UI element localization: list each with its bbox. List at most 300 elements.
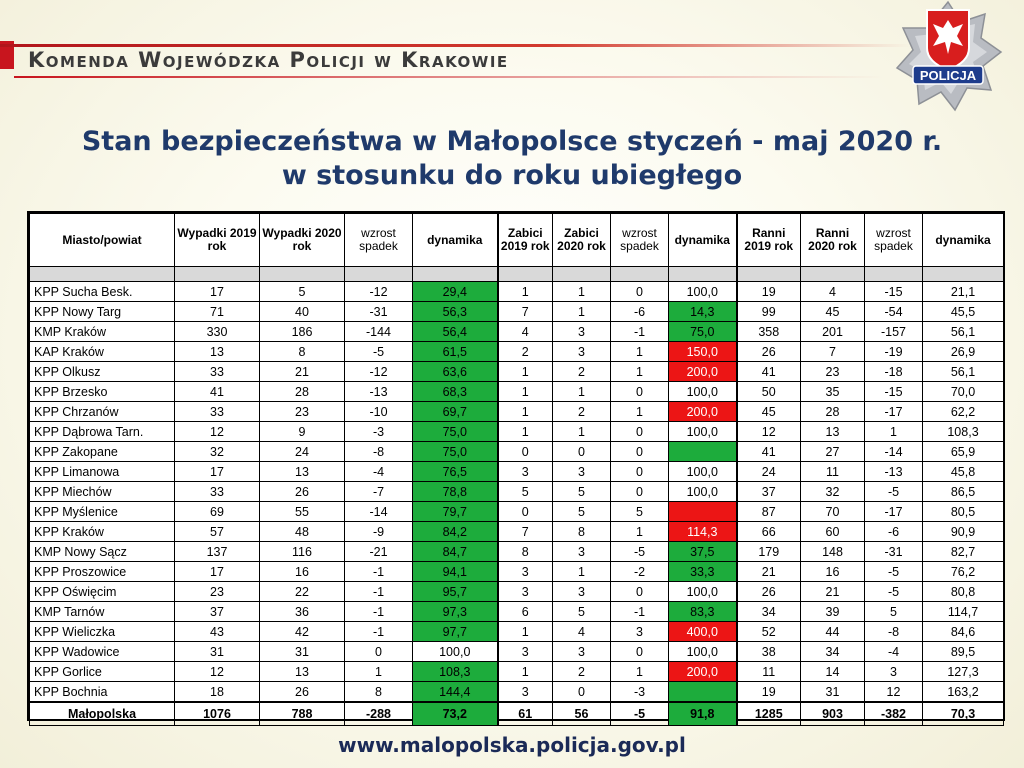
value-cell: 4 [553, 622, 611, 642]
value-cell: 3 [553, 342, 611, 362]
city-cell: KPP Dąbrowa Tarn. [30, 422, 175, 442]
value-cell [669, 502, 737, 522]
value-cell: -12 [345, 362, 413, 382]
total-cell: 61 [498, 702, 553, 726]
value-cell: 108,3 [413, 662, 498, 682]
value-cell: 3 [611, 622, 669, 642]
value-cell: 37 [175, 602, 260, 622]
value-cell: 41 [737, 362, 801, 382]
value-cell: 16 [260, 562, 345, 582]
value-cell: 75,0 [669, 322, 737, 342]
value-cell: 26 [260, 682, 345, 703]
table-row [30, 302, 1004, 322]
value-cell: 55 [260, 502, 345, 522]
table-body [30, 282, 1004, 703]
value-cell: -1 [611, 322, 669, 342]
value-cell: 144,4 [413, 682, 498, 703]
value-cell: 100,0 [669, 582, 737, 602]
header-ranni-change: wzrost spadek [865, 214, 923, 267]
value-cell: 70 [801, 502, 865, 522]
value-cell: 97,3 [413, 602, 498, 622]
value-cell: 11 [737, 662, 801, 682]
value-cell: 8 [345, 682, 413, 703]
value-cell: 163,2 [923, 682, 1004, 703]
value-cell: 22 [260, 582, 345, 602]
value-cell: 44 [801, 622, 865, 642]
value-cell: 89,5 [923, 642, 1004, 662]
value-cell: 31 [260, 642, 345, 662]
value-cell: -5 [865, 562, 923, 582]
value-cell: 5 [260, 282, 345, 302]
value-cell: 56,1 [923, 322, 1004, 342]
value-cell: 19 [737, 682, 801, 703]
value-cell: 37 [737, 482, 801, 502]
value-cell: -1 [345, 622, 413, 642]
value-cell: 90,9 [923, 522, 1004, 542]
value-cell: 34 [737, 602, 801, 622]
value-cell: 62,2 [923, 402, 1004, 422]
value-cell: 3 [553, 322, 611, 342]
value-cell: -1 [611, 602, 669, 622]
table-row [30, 582, 1004, 602]
value-cell: 0 [553, 682, 611, 703]
value-cell: 99 [737, 302, 801, 322]
value-cell: 14 [801, 662, 865, 682]
page-title [0, 125, 1024, 193]
value-cell: 100,0 [669, 462, 737, 482]
value-cell: 70,0 [923, 382, 1004, 402]
organization-name: Komenda Wojewódzka Policji w Krakowie [28, 48, 509, 72]
value-cell: -4 [865, 642, 923, 662]
value-cell: 23 [175, 582, 260, 602]
value-cell: 5 [611, 502, 669, 522]
value-cell: 12 [175, 662, 260, 682]
city-cell: KPP Olkusz [30, 362, 175, 382]
value-cell: 75,0 [413, 442, 498, 462]
value-cell: -17 [865, 402, 923, 422]
logo-text: POLICJA [919, 68, 977, 83]
value-cell: -6 [611, 302, 669, 322]
table-row [30, 342, 1004, 362]
value-cell: 12 [737, 422, 801, 442]
value-cell: -9 [345, 522, 413, 542]
value-cell: 33 [175, 362, 260, 382]
value-cell: 108,3 [923, 422, 1004, 442]
value-cell: 26 [737, 582, 801, 602]
value-cell: 0 [498, 502, 553, 522]
value-cell: 1 [553, 302, 611, 322]
value-cell: 24 [260, 442, 345, 462]
value-cell: 23 [801, 362, 865, 382]
header-ranni-dynamics: dynamika [923, 214, 1004, 267]
value-cell: 0 [611, 382, 669, 402]
value-cell: 0 [611, 442, 669, 462]
value-cell: 3 [553, 642, 611, 662]
value-cell: 1 [498, 662, 553, 682]
city-cell: KPP Zakopane [30, 442, 175, 462]
value-cell: 2 [553, 362, 611, 382]
value-cell: 3 [498, 582, 553, 602]
value-cell: 33 [175, 402, 260, 422]
value-cell: 137 [175, 542, 260, 562]
value-cell: 56,3 [413, 302, 498, 322]
value-cell: 26 [737, 342, 801, 362]
header-zabici-dynamics: dynamika [669, 214, 737, 267]
value-cell: -14 [865, 442, 923, 462]
value-cell: 39 [801, 602, 865, 622]
value-cell: 330 [175, 322, 260, 342]
value-cell: 6 [498, 602, 553, 622]
value-cell: 1 [611, 522, 669, 542]
header-zabici-2020: Zabici 2020 rok [553, 214, 611, 267]
value-cell: -17 [865, 502, 923, 522]
value-cell: 18 [175, 682, 260, 703]
value-cell: -4 [345, 462, 413, 482]
value-cell: 201 [801, 322, 865, 342]
value-cell: 42 [260, 622, 345, 642]
value-cell: 43 [175, 622, 260, 642]
value-cell: 21 [801, 582, 865, 602]
value-cell: 4 [498, 322, 553, 342]
value-cell: 32 [801, 482, 865, 502]
value-cell: 100,0 [669, 482, 737, 502]
total-cell: -288 [345, 702, 413, 726]
table-row [30, 442, 1004, 462]
value-cell: 24 [737, 462, 801, 482]
value-cell: 0 [553, 442, 611, 462]
value-cell: 69,7 [413, 402, 498, 422]
header-city: Miasto/powiat [30, 214, 175, 267]
value-cell: 13 [801, 422, 865, 442]
city-cell: KPP Oświęcim [30, 582, 175, 602]
value-cell: 17 [175, 462, 260, 482]
value-cell: 5 [498, 482, 553, 502]
value-cell: -31 [345, 302, 413, 322]
table-header-row [30, 214, 1004, 267]
value-cell: 69 [175, 502, 260, 522]
city-cell: KPP Wieliczka [30, 622, 175, 642]
table-row [30, 642, 1004, 662]
value-cell: 45 [737, 402, 801, 422]
value-cell: 1 [611, 342, 669, 362]
value-cell: 0 [611, 582, 669, 602]
value-cell: -3 [345, 422, 413, 442]
value-cell: 1 [498, 382, 553, 402]
value-cell: 17 [175, 562, 260, 582]
value-cell: 1 [553, 422, 611, 442]
total-cell: -5 [611, 702, 669, 726]
value-cell: -5 [865, 582, 923, 602]
value-cell: 12 [865, 682, 923, 703]
value-cell: 3 [498, 462, 553, 482]
value-cell: 23 [260, 402, 345, 422]
value-cell: -8 [345, 442, 413, 462]
value-cell: 75,0 [413, 422, 498, 442]
city-cell: KMP Kraków [30, 322, 175, 342]
value-cell: 5 [553, 482, 611, 502]
city-cell: KPP Miechów [30, 482, 175, 502]
city-cell: KPP Chrzanów [30, 402, 175, 422]
value-cell: 84,2 [413, 522, 498, 542]
value-cell: 12 [175, 422, 260, 442]
value-cell: 3 [553, 582, 611, 602]
value-cell: -8 [865, 622, 923, 642]
value-cell: 45,8 [923, 462, 1004, 482]
value-cell: 37,5 [669, 542, 737, 562]
city-cell: KPP Proszowice [30, 562, 175, 582]
total-cell: 56 [553, 702, 611, 726]
city-cell: KPP Wadowice [30, 642, 175, 662]
value-cell: 2 [553, 402, 611, 422]
value-cell: 28 [801, 402, 865, 422]
value-cell: 32 [175, 442, 260, 462]
value-cell: -19 [865, 342, 923, 362]
value-cell: 17 [175, 282, 260, 302]
value-cell: 33,3 [669, 562, 737, 582]
value-cell: 0 [498, 442, 553, 462]
value-cell: 26,9 [923, 342, 1004, 362]
total-cell: 788 [260, 702, 345, 726]
value-cell: 0 [611, 282, 669, 302]
value-cell: -13 [345, 382, 413, 402]
value-cell: 2 [498, 342, 553, 362]
header-rule [14, 76, 884, 78]
value-cell: 1 [611, 662, 669, 682]
police-logo [893, 0, 1003, 120]
value-cell: 83,3 [669, 602, 737, 622]
value-cell: 50 [737, 382, 801, 402]
value-cell: 11 [801, 462, 865, 482]
value-cell: 38 [737, 642, 801, 662]
value-cell: 14,3 [669, 302, 737, 322]
value-cell: 27 [801, 442, 865, 462]
value-cell: 1 [498, 362, 553, 382]
table-row [30, 602, 1004, 622]
value-cell: 114,7 [923, 602, 1004, 622]
value-cell: 84,6 [923, 622, 1004, 642]
value-cell: 63,6 [413, 362, 498, 382]
value-cell: 3 [553, 462, 611, 482]
value-cell: 9 [260, 422, 345, 442]
value-cell: -5 [345, 342, 413, 362]
value-cell: 200,0 [669, 402, 737, 422]
value-cell: -31 [865, 542, 923, 562]
value-cell: 1 [498, 282, 553, 302]
total-city: Małopolska [30, 702, 175, 726]
value-cell: -1 [345, 602, 413, 622]
value-cell: 7 [498, 522, 553, 542]
total-cell: 91,8 [669, 702, 737, 726]
value-cell: 36 [260, 602, 345, 622]
header-zabici-change: wzrost spadek [611, 214, 669, 267]
value-cell: 3 [865, 662, 923, 682]
value-cell: 8 [260, 342, 345, 362]
city-cell: KAP Kraków [30, 342, 175, 362]
value-cell: 45,5 [923, 302, 1004, 322]
value-cell [669, 442, 737, 462]
value-cell: -15 [865, 282, 923, 302]
value-cell: -6 [865, 522, 923, 542]
header-ranni-2020: Ranni 2020 rok [801, 214, 865, 267]
city-cell: KPP Gorlice [30, 662, 175, 682]
value-cell: -18 [865, 362, 923, 382]
value-cell: 4 [801, 282, 865, 302]
value-cell: 41 [737, 442, 801, 462]
value-cell: 94,1 [413, 562, 498, 582]
value-cell: 31 [175, 642, 260, 662]
value-cell: -3 [611, 682, 669, 703]
value-cell: 200,0 [669, 362, 737, 382]
title-line-2: w stosunku do roku ubiegłego [281, 160, 743, 191]
city-cell: KPP Kraków [30, 522, 175, 542]
value-cell: 48 [260, 522, 345, 542]
table-row [30, 362, 1004, 382]
value-cell: 86,5 [923, 482, 1004, 502]
value-cell: -5 [865, 482, 923, 502]
value-cell: 1 [498, 622, 553, 642]
value-cell: 186 [260, 322, 345, 342]
value-cell: 40 [260, 302, 345, 322]
value-cell: 80,8 [923, 582, 1004, 602]
value-cell: 52 [737, 622, 801, 642]
value-cell: -7 [345, 482, 413, 502]
value-cell: 1 [345, 662, 413, 682]
value-cell: -144 [345, 322, 413, 342]
city-cell: KPP Limanowa [30, 462, 175, 482]
value-cell: -1 [345, 582, 413, 602]
city-cell: KPP Sucha Besk. [30, 282, 175, 302]
value-cell: 95,7 [413, 582, 498, 602]
table-row [30, 402, 1004, 422]
value-cell: -10 [345, 402, 413, 422]
value-cell: 116 [260, 542, 345, 562]
value-cell: 0 [611, 422, 669, 442]
value-cell: 3 [498, 642, 553, 662]
city-cell: KPP Myślenice [30, 502, 175, 522]
value-cell: 179 [737, 542, 801, 562]
table-row [30, 482, 1004, 502]
value-cell: 65,9 [923, 442, 1004, 462]
value-cell: 1 [498, 402, 553, 422]
value-cell: 100,0 [669, 422, 737, 442]
value-cell: 3 [498, 562, 553, 582]
total-cell: 1076 [175, 702, 260, 726]
value-cell: -157 [865, 322, 923, 342]
value-cell: 33 [175, 482, 260, 502]
total-cell: 1285 [737, 702, 801, 726]
value-cell: 5 [553, 602, 611, 622]
value-cell: 21,1 [923, 282, 1004, 302]
header-wypadki-2020: Wypadki 2020 rok [260, 214, 345, 267]
title-line-1: Stan bezpieczeństwa w Małopolsce styczeń - maj 2020 r. [81, 126, 943, 157]
header-bar [0, 44, 910, 47]
value-cell: 82,7 [923, 542, 1004, 562]
value-cell: 0 [345, 642, 413, 662]
value-cell: 21 [737, 562, 801, 582]
value-cell: 34 [801, 642, 865, 662]
table-row [30, 542, 1004, 562]
value-cell: -12 [345, 282, 413, 302]
value-cell: 3 [498, 682, 553, 703]
statistics-table [27, 211, 1005, 721]
value-cell: 13 [175, 342, 260, 362]
value-cell: 61,5 [413, 342, 498, 362]
value-cell: 87 [737, 502, 801, 522]
value-cell: 8 [498, 542, 553, 562]
value-cell: 400,0 [669, 622, 737, 642]
value-cell: 21 [260, 362, 345, 382]
table-row [30, 462, 1004, 482]
value-cell: 0 [611, 482, 669, 502]
value-cell: 8 [553, 522, 611, 542]
value-cell: 7 [498, 302, 553, 322]
value-cell: 7 [801, 342, 865, 362]
value-cell: 1 [553, 282, 611, 302]
table-row [30, 682, 1004, 703]
value-cell: 78,8 [413, 482, 498, 502]
value-cell: 28 [260, 382, 345, 402]
header-wypadki-dynamics: dynamika [413, 214, 498, 267]
value-cell: 45 [801, 302, 865, 322]
table-spacer-row [30, 267, 1004, 282]
value-cell: -21 [345, 542, 413, 562]
city-cell: KMP Tarnów [30, 602, 175, 622]
value-cell: 0 [611, 462, 669, 482]
value-cell: 97,7 [413, 622, 498, 642]
value-cell: 57 [175, 522, 260, 542]
value-cell: 60 [801, 522, 865, 542]
table-row [30, 522, 1004, 542]
value-cell: 1 [553, 382, 611, 402]
value-cell: 13 [260, 462, 345, 482]
value-cell: -54 [865, 302, 923, 322]
total-cell: 70,3 [923, 702, 1004, 726]
value-cell: 148 [801, 542, 865, 562]
header-zabici-2019: Zabici 2019 rok [498, 214, 553, 267]
value-cell: 100,0 [669, 382, 737, 402]
value-cell: 127,3 [923, 662, 1004, 682]
header-ranni-2019: Ranni 2019 rok [737, 214, 801, 267]
city-cell: KPP Brzesko [30, 382, 175, 402]
value-cell: -14 [345, 502, 413, 522]
value-cell: 68,3 [413, 382, 498, 402]
value-cell [669, 682, 737, 703]
value-cell: 1 [611, 362, 669, 382]
table-row [30, 382, 1004, 402]
header-wypadki-2019: Wypadki 2019 rok [175, 214, 260, 267]
value-cell: 1 [498, 422, 553, 442]
value-cell: 100,0 [669, 282, 737, 302]
value-cell: 56,4 [413, 322, 498, 342]
value-cell: 2 [553, 662, 611, 682]
total-row [30, 702, 1004, 726]
value-cell: 358 [737, 322, 801, 342]
value-cell: 56,1 [923, 362, 1004, 382]
value-cell: 100,0 [669, 642, 737, 662]
table-row [30, 662, 1004, 682]
value-cell: 84,7 [413, 542, 498, 562]
value-cell: 1 [865, 422, 923, 442]
table-row [30, 622, 1004, 642]
table-row [30, 502, 1004, 522]
value-cell: 5 [553, 502, 611, 522]
header-wypadki-change: wzrost spadek [345, 214, 413, 267]
value-cell: 1 [611, 402, 669, 422]
value-cell: 80,5 [923, 502, 1004, 522]
value-cell: 0 [611, 642, 669, 662]
value-cell: 19 [737, 282, 801, 302]
value-cell: 29,4 [413, 282, 498, 302]
